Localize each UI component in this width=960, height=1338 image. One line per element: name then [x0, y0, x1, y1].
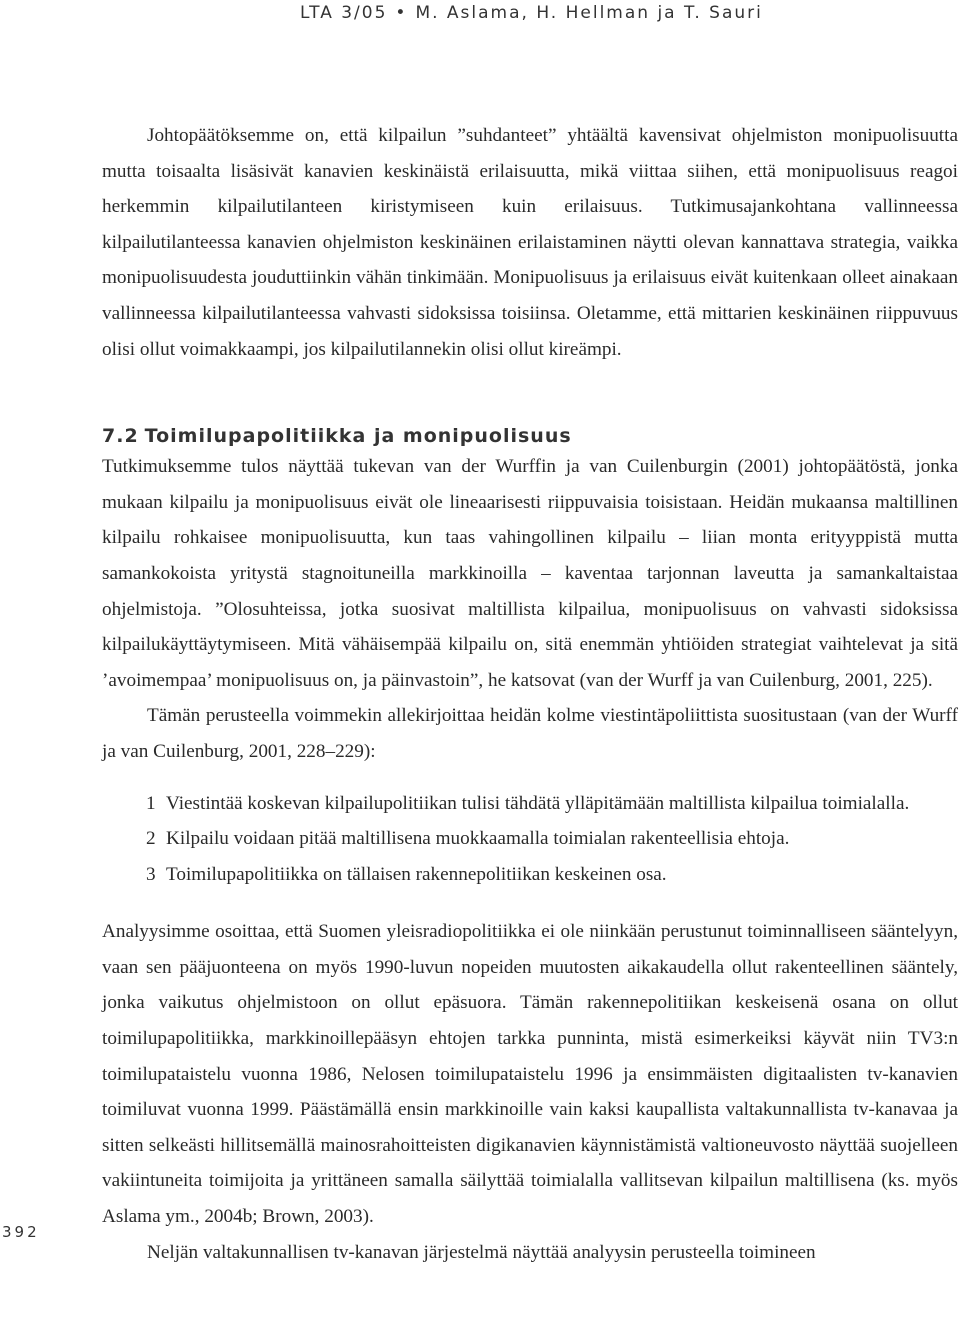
section-heading [102, 423, 958, 449]
list-item-text: Kilpailu voidaan pitää maltillisena muokkaamalla toimialan rakenteellisia ehtoja. [166, 828, 790, 850]
paragraph-recommendations-intro: Tämän perusteella voimmekin allekirjoittaa heidän kolme viestintäpoliittista suositustaan (van der Wurff ja van Cuilenburg, 2001, 228–229): [102, 705, 958, 762]
list-item-text: Toimilupapolitiikka on tällaisen rakennepolitiikan keskeinen osa. [166, 863, 667, 885]
section-title: Toimilupapolitiikka ja monipuolisuus [144, 425, 572, 448]
paragraph-conclusion: Johtopäätöksemme on, että kilpailun ”suhdanteet” yhtäältä kavensivat ohjelmiston monipuolisuutta mutta toisaalta lisäsivät kanavien keskinäistä erilaisuutta, mikä viittaa siihen, että monipuolisuus reagoi herkemmin kilpailutilanteen kiristymiseen kuin erilaisuus. Tutkimusajankohtana vallinneessa kilpailutilanteessa kanavien ohjelmiston keskinäinen erilaistaminen näytti olevan kannattava strategia, vaikka monipuolisuudesta jouduttiinkin vähän tinkimään. Monipuolisuus ja erilaisuus eivät kuitenkaan olleet ainakaan vallinneessa kilpailutilanteessa vahvasti sidoksissa toisiinsa. Oletamme, että mittarien keskinäinen riippuvuus olisi ollut voimakkaampi, jos kilpailutilannekin olisi ollut kireämpi. [102, 125, 958, 360]
paragraph-analysis: Analyysimme osoittaa, että Suomen yleisradiopolitiikka ei ole niinkään perustunut toiminnalliseen sääntelyyn, vaan sen pääjuonteena on myös 1990-luvun nopeiden muutosten aikakaudella ollut rakenteellinen sääntely, jonka vaikutus ohjelmistoon on ollut epäsuora. Tämän rakennepolitiikan keskeisenä osana on ollut toimilupapolitiikka, markkinoillepääsyn ehtojen tarkka punninta, mistä esimerkeiksi käyvät niin TV3:n toimilupataistelu vuonna 1986, Nelosen toimilupataistelu 1996 ja ensimmäisten digitaalisten tv-kanavien toimiluvat vuonna 1999. Päästämällä ensin markkinoille vain kaksi kaupallista valtakunnallista tv-kanavaa ja sitten selkeästi hillitsemällä mainosrahoitteisten digikanavien käynnistämistä valtioneuvosto näyttää suojelleen vakiintuneita toimijoita ja yrittäneen samalla säilyttää toimialalla vallitsevan kilpailun maltillisena (ks. myös Aslama ym., 2004b; Brown, 2003). [102, 921, 958, 1228]
running-header [300, 3, 763, 23]
header-bullet: • [395, 3, 408, 23]
recommendation-list [102, 786, 958, 893]
section-number: 7.2 [102, 425, 139, 448]
list-item-number: 3 [146, 863, 156, 885]
page-number: 392 [2, 1223, 40, 1241]
list-item [102, 857, 958, 893]
header-authors: M. Aslama, H. Hellman ja T. Sauri [415, 3, 763, 23]
list-item-number: 1 [146, 792, 156, 814]
journal-issue: LTA 3/05 [300, 3, 388, 23]
list-item [102, 786, 958, 822]
article-body [102, 118, 958, 1270]
list-item-number: 2 [146, 828, 156, 850]
list-item-text: Viestintää koskevan kilpailupolitiikan tulisi tähdätä ylläpitämään maltillista kilpailua toimialalla. [166, 792, 910, 814]
list-item [102, 821, 958, 857]
paragraph-final: Neljän valtakunnallisen tv-kanavan järjestelmä näyttää analyysin perusteella toimineen [147, 1241, 816, 1263]
paragraph-section-intro: Tutkimuksemme tulos näyttää tukevan van der Wurffin ja van Cuilenburgin (2001) johtopäätöstä, jonka mukaan kilpailu ja monipuolisuus eivät ole lineaarisesti riippuvaisia toisistaan. Heidän mukaansa maltillinen kilpailu rohkaisee monipuolisuutta, kun taas vahingollinen kilpailu – liian monta erityyppistä mutta samankokoista yritystä stagnoituneilla markkinoilla – kaventaa tarjonnan laveutta ja samankaltaistaa ohjelmistoja. ”Olosuhteissa, jotka suosivat maltillista kilpailua, monipuolisuus on vahvasti sidoksissa kilpailukäyttäytymiseen. Mitä vähäisempää kilpailu on, sitä enemmän yhtiöiden strategiat vaihtelevat ja sitä ’avoimempaa’ monipuolisuus on, ja päinvastoin”, he katsovat (van der Wurff ja van Cuilenburg, 2001, 225). [102, 456, 958, 691]
